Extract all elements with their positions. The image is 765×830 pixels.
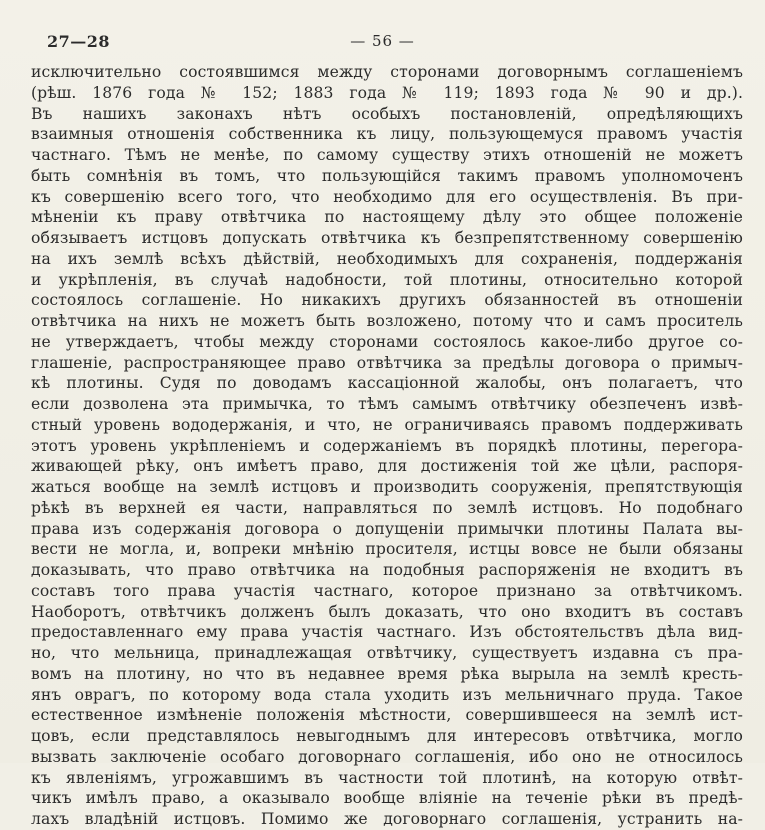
text-line: вызвать заключеніе особаго договорнаго соглашенія, ибо оно не относилось (31, 747, 743, 766)
text-line: естественное измѣненіе положенія мѣстности, совершившееся на землѣ ист- (31, 706, 743, 725)
text-line: взаимныя отношенія собственника къ лицу, пользующемуся правомъ участія (31, 125, 743, 144)
text-line: цовъ, если представлялось невыгоднымъ для интересовъ отвѣтчика, могло (31, 727, 743, 745)
text-line: вести не могла, и, вопреки мнѣнію просителя, истцы вовсе не были обязаны (31, 540, 743, 559)
text-line: доказывать, что право отвѣтчика на подобныя распоряженія не входитъ въ (31, 561, 743, 579)
text-line: лахъ владѣній истцовъ. Помимо же договорнаго соглашенія, устранить на- (31, 810, 743, 828)
page-number: — 56 — (350, 32, 415, 50)
text-line: частнаго. Тѣмъ не менѣе, по самому существу этихъ отношеній не можетъ (31, 146, 743, 164)
text-line: рѣкѣ въ верхней ея части, направляться по землѣ истцовъ. Но подобнаго (31, 498, 743, 517)
text-line: (рѣш. 1876 года № 152; 1883 года № 119; 1893 года № 90 и др.). (31, 83, 743, 102)
section-range: 27—28 (47, 32, 111, 51)
text-line: обязываетъ истцовъ допускать отвѣтчика къ безпрепятственному совершенію (31, 229, 743, 247)
text-line: если дозволена эта примычка, то тѣмъ самымъ отвѣтчику обезпеченъ извѣ- (31, 395, 743, 413)
text-line: вомъ на плотину, но что въ недавнее время рѣка вырыла на землѣ кресть- (31, 664, 743, 683)
text-line: глашеніе, распространяющее право отвѣтчика за предѣлы договора о примыч- (31, 353, 743, 372)
text-line: къ совершенію всего того, что необходимо для его осуществленія. Въ при- (31, 187, 743, 206)
text-line: янъ оврагъ, по которому вода стала уходить изъ мельничнаго пруда. Такое (31, 685, 743, 704)
text-line: къ явленіямъ, угрожавшимъ въ частности той плотинѣ, на которую отвѣт- (31, 768, 743, 787)
text-line: быть сомнѣнія въ томъ, что пользующійся такимъ правомъ уполномоченъ (31, 166, 743, 185)
text-line: этотъ уровень укрѣпленіемъ и содержаніемъ въ порядкѣ плотины, перегора- (31, 436, 743, 455)
text-line: мѣненіи къ праву отвѣтчика по настоящему дѣлу это общее положеніе (31, 208, 743, 227)
text-line: жаться вообще на землѣ истцовъ и производить сооруженія, препятствующія (31, 478, 743, 496)
text-line: не утверждаетъ, чтобы между сторонами состоялось какое-либо другое со- (31, 332, 743, 351)
text-line: Въ нашихъ законахъ нѣтъ особыхъ постановленій, опредѣляющихъ (31, 104, 743, 123)
text-line: и укрѣпленія, въ случаѣ надобности, той плотины, относительно которой (31, 270, 743, 289)
text-line: живающей рѣку, онъ имѣетъ право, для достиженія той же цѣли, распоря- (31, 457, 743, 476)
text-line: на ихъ землѣ всѣхъ дѣйствій, необходимыхъ для сохраненія, поддержанія (31, 249, 743, 268)
text-line: Наоборотъ, отвѣтчикъ долженъ былъ доказать, что оно входитъ въ составъ (31, 602, 743, 621)
text-line: права изъ содержанія договора о допущеніи примычки плотины Палата вы- (31, 519, 743, 538)
text-line: состоялось соглашеніе. Но никакихъ другихъ обязанностей въ отношеніи (31, 291, 743, 310)
text-line: чикъ имѣлъ право, а оказывало вообще вліяніе на теченіе рѣки въ предѣ- (31, 789, 743, 808)
text-line: предоставленнаго ему права участія частнаго. Изъ обстоятельствъ дѣла вид- (31, 623, 743, 642)
text-line: исключительно состоявшимся между сторонами договорнымъ соглашеніемъ (31, 63, 743, 81)
text-line: но, что мельница, принадлежащая отвѣтчику, существуетъ издавна съ пра- (31, 644, 743, 662)
text-line: отвѣтчика на нихъ не можетъ быть возложено, потому что и самъ проситель (31, 312, 743, 330)
text-line: кѣ плотины. Судя по доводамъ кассаціонной жалобы, онъ полагаетъ, что (31, 374, 743, 393)
page-header (0, 32, 765, 54)
body-text (31, 62, 743, 830)
text-line: составъ того права участія частнаго, которое признано за отвѣтчикомъ. (31, 581, 743, 600)
text-line: стный уровень вододержанія, и что, не ограничиваясь правомъ поддерживать (31, 415, 743, 434)
